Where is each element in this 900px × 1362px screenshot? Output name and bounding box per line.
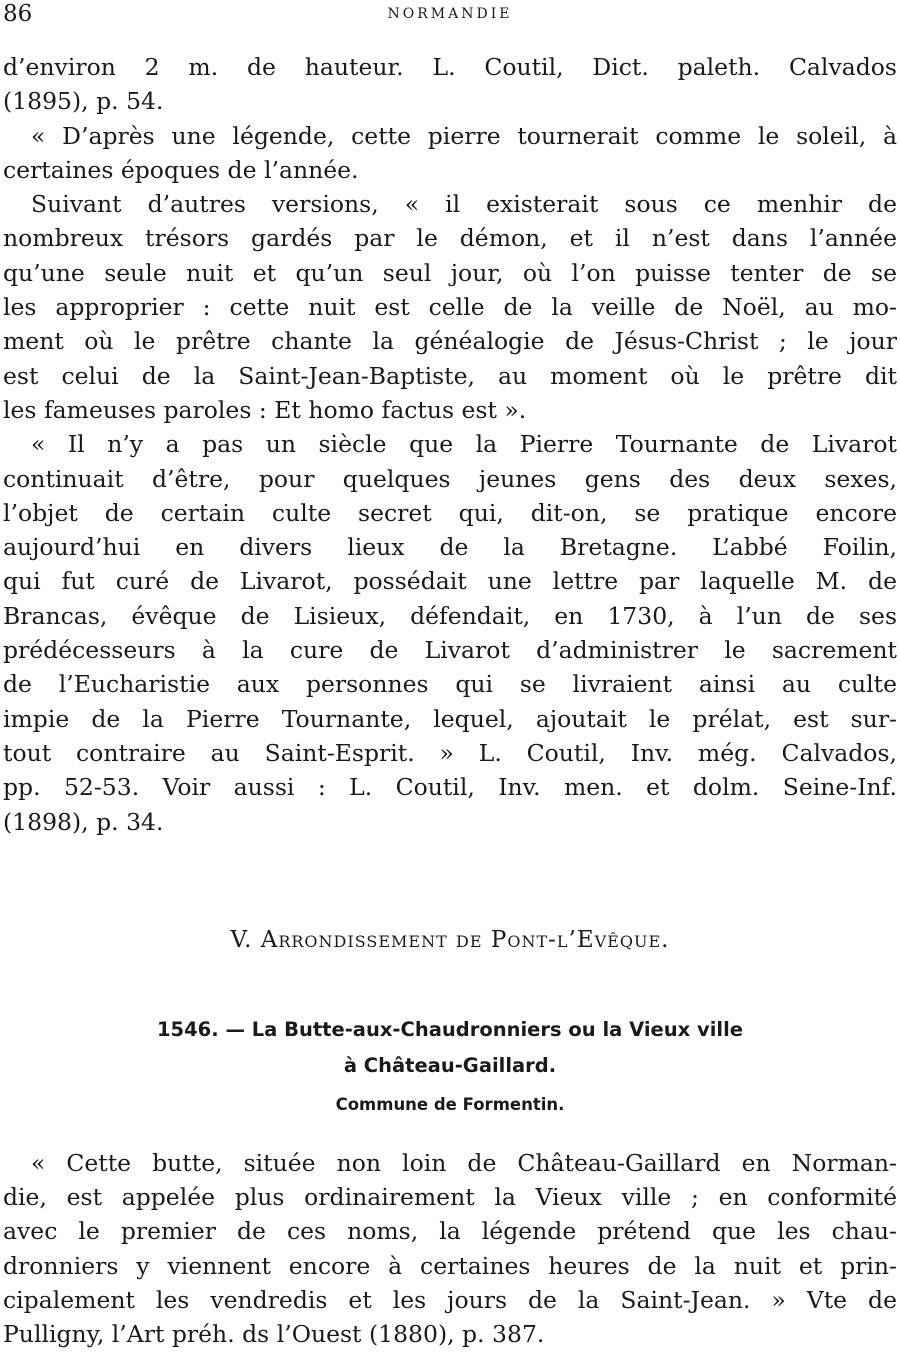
entry-text-line: « Cette butte, située non loin de Château-Gaillard en Norman-	[31, 1148, 897, 1177]
text-line: continuait d’être, pour quelques jeunes gens des deux sexes,	[3, 464, 897, 493]
entry-body	[3, 1146, 897, 1352]
entry-text-line: cipalement les vendredis et les jours de la Saint-Jean. » Vte de	[3, 1286, 897, 1315]
text-line: (1898), p. 34.	[3, 807, 164, 836]
entry-title	[3, 1012, 897, 1084]
running-head	[3, 0, 897, 32]
text-line: Brancas, évêque de Lisieux, défendait, en 1730, à l’un de ses	[3, 601, 897, 630]
text-line: qui fut curé de Livarot, possédait une lettre par laquelle M. de	[3, 567, 897, 596]
text-line: certaines époques de l’année.	[3, 155, 359, 184]
text-line: qu’une seule nuit et qu’un seul jour, où l’on puisse tenter de se	[3, 258, 897, 287]
text-line: nombreux trésors gardés par le démon, et il n’est dans l’année	[3, 224, 897, 253]
page-number: 86	[3, 1, 33, 27]
text-line: Suivant d’autres versions, « il existerait sous ce menhir de	[31, 190, 897, 219]
text-line: « D’après une légende, cette pierre tournerait comme le soleil, à	[31, 121, 897, 150]
section-heading: V. Arrondissement de Pont-l’Evêque.	[230, 926, 670, 953]
entry-text-line: dronniers y viennent encore à certaines heures de la nuit et prin-	[3, 1251, 897, 1280]
text-line: est celui de la Saint-Jean-Baptiste, au moment où le prêtre dit	[3, 361, 897, 390]
entry-text-line: avec le premier de ces noms, la légende prétend que les chau-	[3, 1217, 897, 1246]
text-line: (1895), p. 54.	[3, 87, 164, 116]
text-line: les approprier : cette nuit est celle de la veille de Noël, au mo-	[3, 293, 897, 322]
entry-commune: Commune de Formentin.	[335, 1094, 565, 1114]
entry-text-line: Pulligny, l’Art préh. ds l’Ouest (1880), p. 387.	[3, 1320, 545, 1349]
book-page	[3, 0, 897, 1352]
text-line: ment où le prêtre chante la généalogie de Jésus-Christ ; le jour	[3, 327, 897, 356]
text-line: l’objet de certain culte secret qui, dit-on, se pratique encore	[3, 498, 897, 527]
text-line: pp. 52-53. Voir aussi : L. Coutil, Inv. men. et dolm. Seine-Inf.	[3, 773, 897, 802]
text-line: d’environ 2 m. de hauteur. L. Coutil, Dict. paleth. Calvados	[3, 53, 897, 81]
entry-title-line: 1546. — La Butte-aux-Chaudronniers ou la Vieux ville	[156, 1017, 744, 1041]
text-line: aujourd’hui en divers lieux de la Bretagne. L’abbé Foilin,	[3, 533, 897, 562]
text-line: prédécesseurs à la cure de Livarot d’administrer le sacrement	[3, 636, 897, 665]
entry-text-line: die, est appelée plus ordinairement la Vieux ville ; en conformité	[3, 1183, 897, 1212]
running-title: NORMANDIE	[387, 6, 513, 22]
text-line: impie de la Pierre Tournante, lequel, ajoutait le prélat, est sur-	[3, 704, 897, 733]
text-line: les fameuses paroles : Et homo factus est ».	[3, 395, 527, 424]
text-line: « Il n’y a pas un siècle que la Pierre Tournante de Livarot	[31, 430, 897, 459]
entry-title-line: à Château-Gaillard.	[343, 1053, 557, 1077]
text-line: de l’Eucharistie aux personnes qui se livraient ainsi au culte	[3, 670, 897, 699]
body-text	[3, 50, 897, 839]
text-line: tout contraire au Saint-Esprit. » L. Coutil, Inv. még. Calvados,	[3, 738, 897, 767]
